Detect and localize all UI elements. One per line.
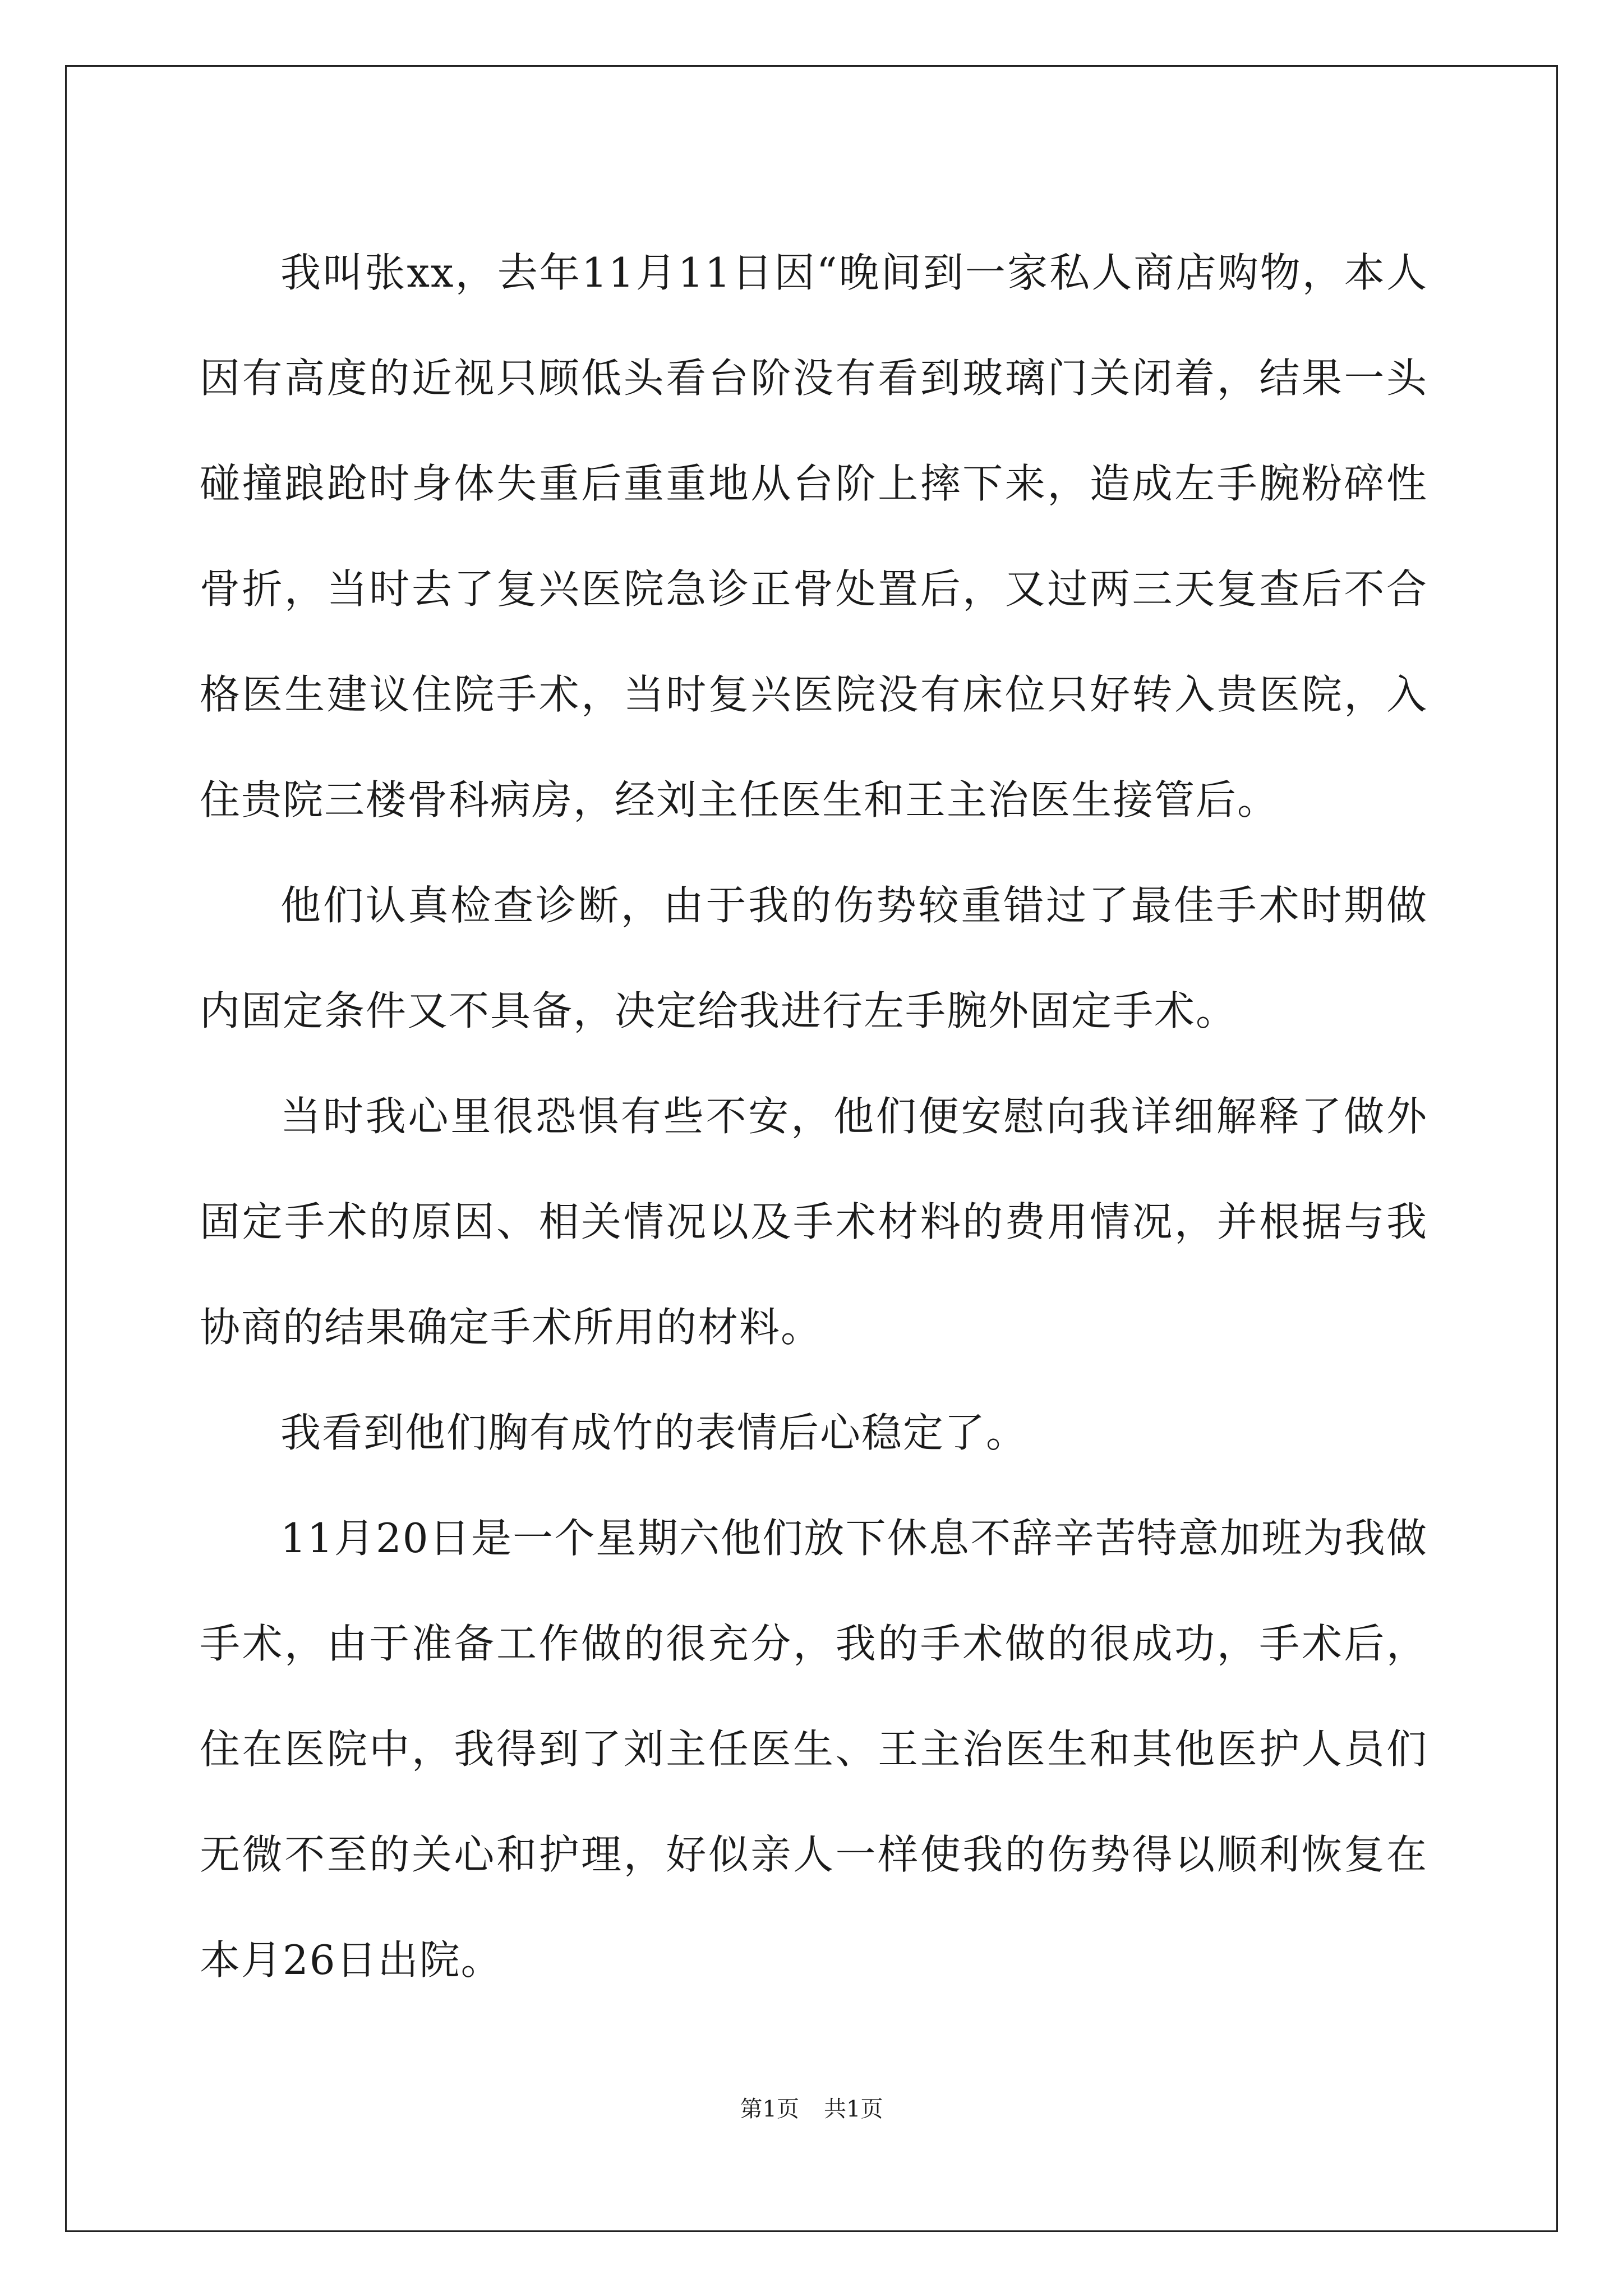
document-body: [200, 220, 1428, 2013]
page-number: 第1页: [740, 2096, 799, 2122]
paragraph-4: 我看到他们胸有成竹的表情后心稳定了。: [280, 1409, 1028, 1456]
paragraph-3: 当时我心里很恐惧有些不安，他们便安慰向我详细解释了做外固定手术的原因、相关情况以及手术材料的费用情况，并根据与我协商的结果确定手术所用的材料。: [200, 1093, 1428, 1351]
paragraph-1: 我叫张xx，去年11月11日因“晚间到一家私人商店购物，本人因有高度的近视只顾低头看台阶没有看到玻璃门关闭着，结果一头碰撞踉跄时身体失重后重重地从台阶上摔下来，造成左手腕粉碎性骨折，当时去了复兴医院急诊正骨处置后，又过两三天复查后不合格医生建议住院手术，当时复兴医院没有床位只好转入贵医院，入住贵院三楼骨科病房，经刘主任医生和王主治医生接管后。: [200, 249, 1428, 823]
page-total: 共1页: [824, 2096, 883, 2122]
page-footer: [0, 2092, 1623, 2126]
paragraph-5: 11月20日是一个星期六他们放下休息不辞辛苦特意加班为我做手术，由于准备工作做的很充分，我的手术做的很成功，手术后，住在医院中，我得到了刘主任医生、王主治医生和其他医护人员们无微不至的关心和护理，好似亲人一样使我的伤势得以顺利恢复在本月26日出院。: [200, 1515, 1428, 1984]
paragraph-2: 他们认真检查诊断，由于我的伤势较重错过了最佳手术时期做内固定条件又不具备，决定给我进行左手腕外固定手术。: [200, 882, 1428, 1034]
